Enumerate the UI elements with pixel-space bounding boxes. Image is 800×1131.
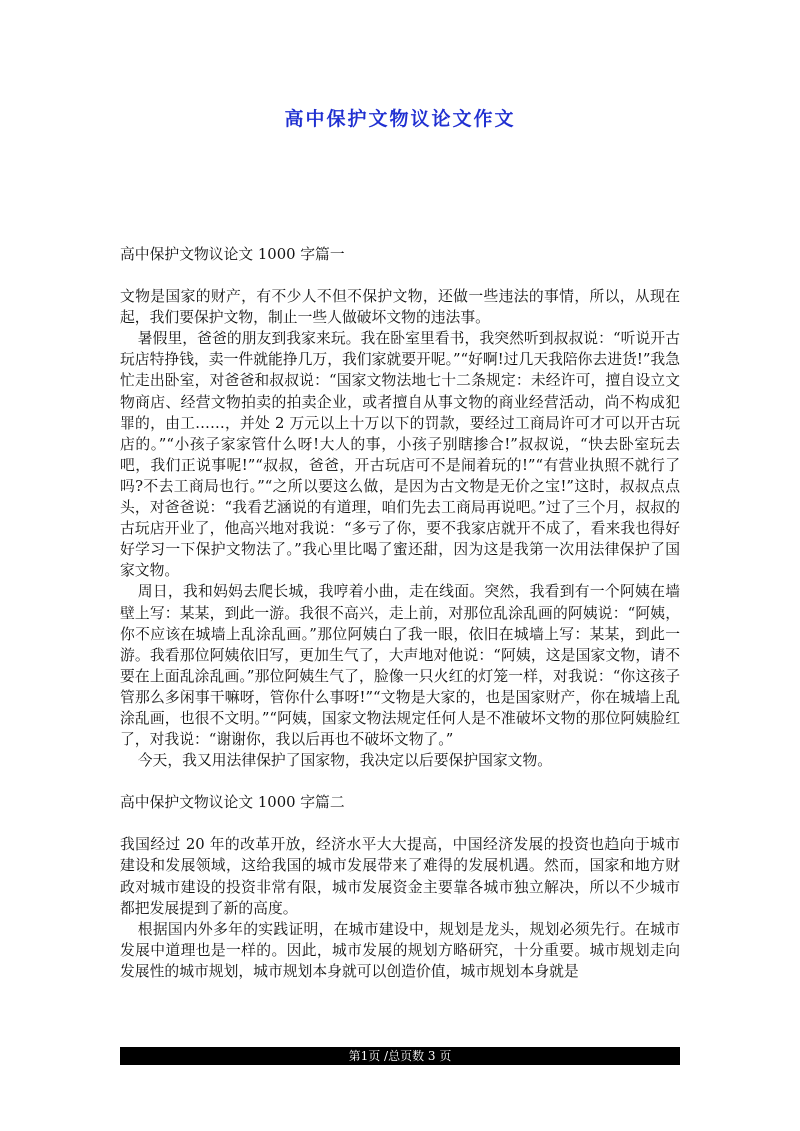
spacer [120, 265, 680, 286]
paragraph: 周日，我和妈妈去爬长城，我哼着小曲，走在线面。突然，我看到有一个阿姨在墙壁上写：某某，到此一游。我很不高兴，走上前，对那位乱涂乱画的阿姨说：“阿姨，你不应该在城墙上乱涂乱画。”那位阿姨白了我一眼，依旧在城墙上写：某某，到此一游。我看那位阿姨依旧写，更加生气了，大声地对他说：“阿姨，这是国家文物，请不要在上面乱涂乱画。”那位阿姨生气了，脸像一只火红的灯笼一样，对我说：“你这孩子管那么多闲事干嘛呀，管你什么事呀!”“文物是大家的，也是国家财产，你在城墙上乱涂乱画，也很不文明。”“阿姨，国家文物法规定任何人是不准破坏文物的那位阿姨脸红了，对我说：“谢谢你，我以后再也不破坏文物了。” [120, 583, 680, 749]
section-heading-2: 高中保护文物议论文 1000 字篇二 [120, 794, 345, 812]
spacer [120, 771, 680, 792]
paragraph: 我国经过 20 年的改革开放，经济水平大大提高，中国经济发展的投资也趋向于城市建设和发展领域，这给我国的城市发展带来了难得的发展机遇。然而，国家和地方财政对城市建设的投资非常有限，城市发展资金主要靠各城市独立解决，所以不少城市都把发展提到了新的高度。 [120, 836, 680, 917]
spacer [120, 813, 680, 834]
section-heading-1: 高中保护文物议论文 1000 字篇一 [120, 246, 345, 263]
paragraph: 根据国内外多年的实践证明，在城市建设中，规划是龙头，规划必须先行。在城市发展中道理也是一样的。因此，城市发展的规划方略研究，十分重要。城市规划走向发展性的城市规划，城市规划本身就可以创造价值，城市规划本身就是 [120, 920, 680, 980]
document-title: 高中保护文物议论文作文 [284, 108, 516, 130]
paragraph: 暑假里，爸爸的朋友到我家来玩。我在卧室里看书，我突然听到叔叔说：“听说开古玩店特挣钱，卖一件就能挣几万，我们家就要开呢。”“好啊!过几天我陪你去进货!”我急忙走出卧室，对爸爸和叔叔说：“国家文物法地七十二条规定：未经许可，擅自设立文物商店、经营文物拍卖的拍卖企业，或者擅自从事文物的商业经营活动，尚不构成犯罪的，由工……，并处 2 万元以上十万以下的罚款，要经过工商局许可才可以开古玩店的。”“小孩子家家管什么呀!大人的事，小孩子别瞎掺合!”叔叔说，“快去卧室玩去吧，我们正说事呢!”“叔叔，爸爸，开古玩店可不是闹着玩的!”“有营业执照不就行了吗?不去工商局也行。”“之所以要这么做，是因为古文物是无价之宝!”这时，叔叔点点头，对爸爸说：“我看艺涵说的有道理，咱们先去工商局再说吧。”过了三个月，叔叔的古玩店开业了，他高兴地对我说：“多亏了你，要不我家店就开不成了，看来我也得好好学习一下保护文物法了。”我心里比喝了蜜还甜，因为这是我第一次用法律保护了国家文物。 [120, 330, 680, 580]
paragraph: 文物是国家的财产，有不少人不但不保护文物，还做一些违法的事情，所以，从现在起，我们要保护文物，制止一些人做破坏文物的违法事。 [120, 288, 680, 327]
paragraph: 今天，我又用法律保护了国家物，我决定以后要保护国家文物。 [137, 752, 553, 770]
document-body [120, 244, 680, 982]
page-footer: 第1页 /总页数 3 页 [120, 1047, 680, 1065]
